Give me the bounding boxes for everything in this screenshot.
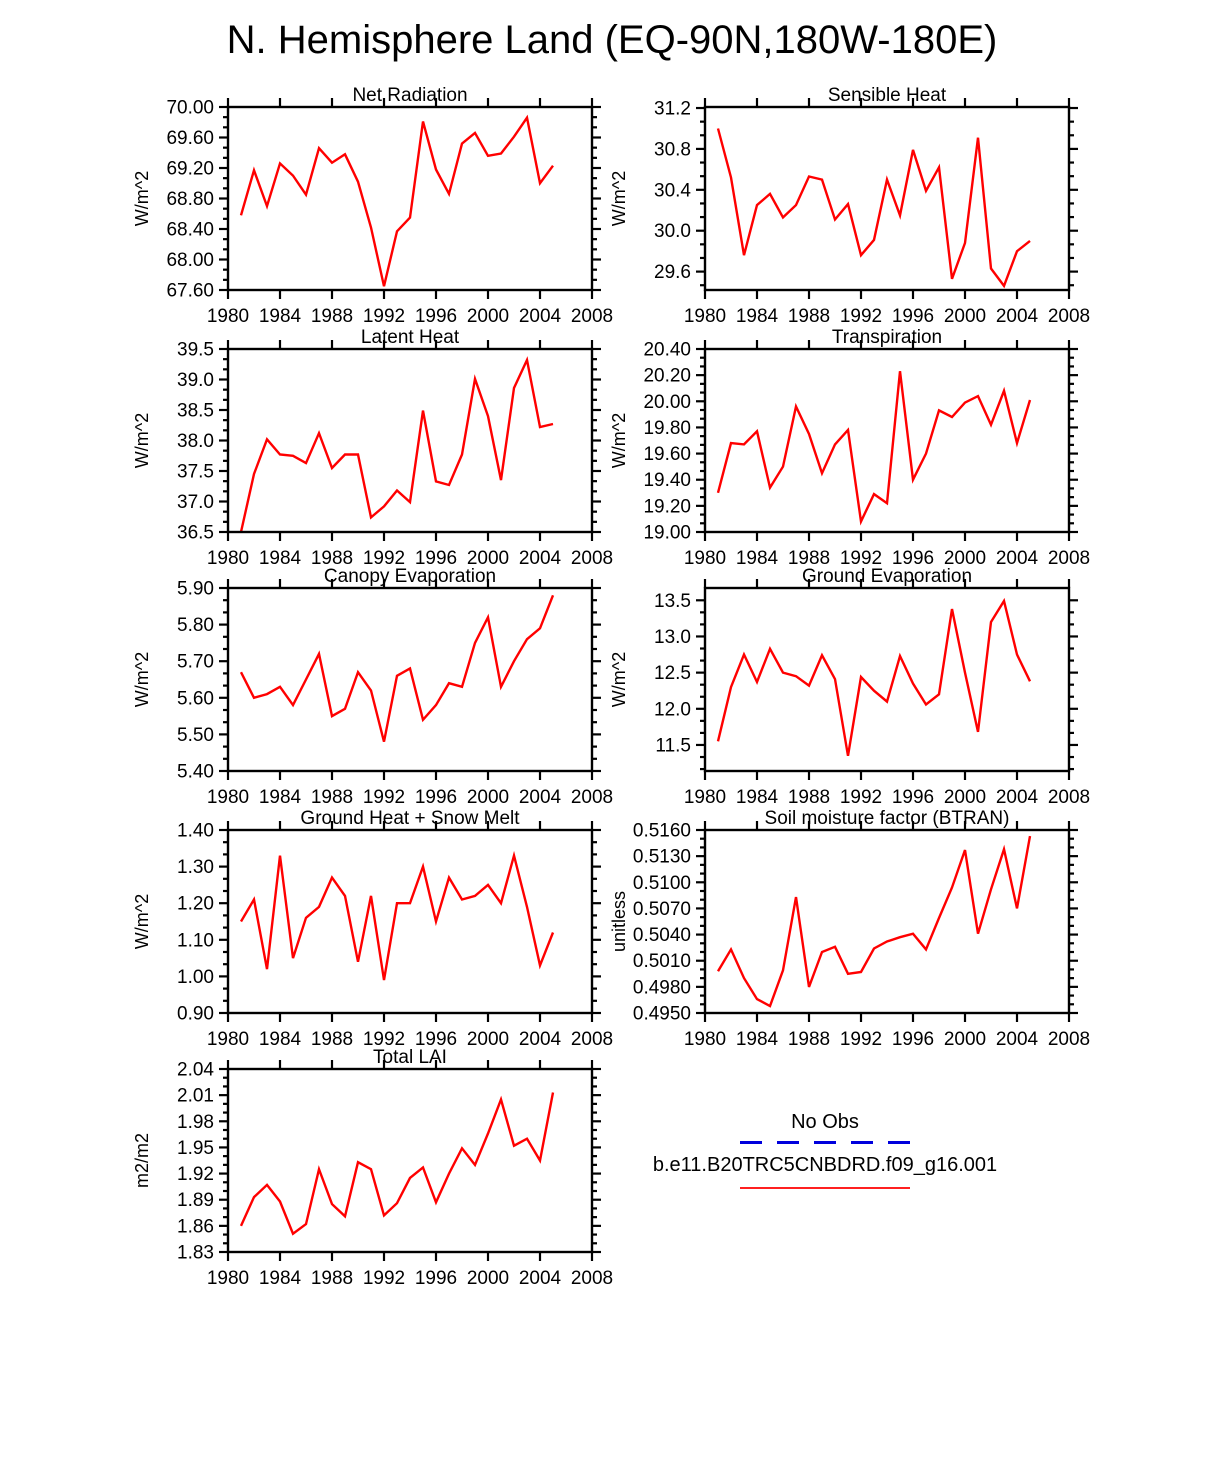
x-tick-label: 1988 — [787, 1029, 831, 1050]
x-tick-label: 1984 — [258, 1268, 302, 1289]
y-tick-label: 5.50 — [177, 724, 214, 746]
chart-ground-evaporation — [610, 566, 1110, 818]
chart-title: Total LAI — [373, 1047, 447, 1068]
legend-entry-no-obs — [610, 1110, 1040, 1144]
chart-latent-heat — [133, 327, 633, 579]
x-tick-label: 1984 — [258, 306, 302, 327]
y-tick-label: 1.98 — [177, 1111, 214, 1133]
x-tick-label: 1988 — [310, 787, 354, 808]
y-tick-label: 0.5160 — [632, 820, 691, 842]
panel-canopy-evaporation — [133, 566, 633, 818]
x-tick-label: 1988 — [787, 787, 831, 808]
chart-frame — [228, 830, 592, 1013]
y-tick-label: 1.20 — [177, 893, 214, 915]
x-tick-label: 2008 — [1047, 1029, 1091, 1050]
y-tick-label: 0.4950 — [632, 1003, 691, 1025]
chart-title: Canopy Evaporation — [323, 566, 497, 587]
y-tick-label: 1.86 — [177, 1216, 214, 1238]
chart-frame — [228, 588, 592, 771]
chart-series-line — [718, 601, 1030, 756]
y-axis-label: W/m^2 — [133, 412, 152, 469]
panel-ground-evaporation — [610, 566, 1110, 818]
y-tick-label: 69.20 — [166, 158, 214, 180]
y-tick-label: 0.90 — [177, 1003, 214, 1025]
x-tick-label: 1996 — [891, 548, 935, 569]
legend-solid-line — [740, 1187, 910, 1189]
panel-latent-heat — [133, 327, 633, 579]
y-tick-label: 2.04 — [177, 1059, 214, 1081]
panel-total-lai — [133, 1047, 633, 1299]
y-axis-label: W/m^2 — [610, 412, 629, 469]
chart-frame — [705, 588, 1069, 771]
y-tick-label: 0.5130 — [632, 846, 691, 868]
chart-ground-heat-snow-melt — [133, 808, 633, 1060]
y-tick-label: 38.0 — [177, 431, 214, 452]
y-tick-label: 5.80 — [177, 615, 214, 637]
x-tick-label: 2000 — [466, 787, 510, 808]
y-tick-label: 39.0 — [177, 370, 214, 391]
chart-title: Soil moisture factor (BTRAN) — [764, 808, 1010, 829]
y-tick-label: 36.5 — [177, 522, 214, 544]
chart-canopy-evaporation — [133, 566, 633, 818]
x-tick-label: 1984 — [735, 306, 779, 327]
legend-dashed-line — [740, 1141, 910, 1144]
chart-total-lai — [133, 1047, 633, 1299]
y-tick-label: 70.00 — [166, 97, 214, 119]
chart-title: Ground Heat + Snow Melt — [300, 808, 520, 829]
y-tick-label: 1.00 — [177, 966, 214, 988]
y-tick-label: 2.01 — [177, 1085, 214, 1107]
y-tick-label: 1.40 — [177, 820, 214, 842]
y-tick-label: 13.0 — [654, 626, 691, 648]
y-tick-label: 30.8 — [654, 139, 691, 161]
legend-label-case: b.e11.B20TRC5CNBDRD.f09_g16.001 — [652, 1154, 998, 1176]
y-tick-label: 19.40 — [643, 470, 691, 492]
x-tick-label: 2008 — [570, 1268, 614, 1289]
y-tick-label: 31.2 — [654, 98, 691, 120]
x-tick-label: 2004 — [995, 548, 1039, 569]
panel-soil-moisture-btran — [610, 808, 1110, 1060]
x-tick-label: 1980 — [683, 548, 727, 569]
chart-series-line — [718, 836, 1030, 1006]
y-tick-label: 5.60 — [177, 688, 214, 710]
x-tick-label: 1984 — [258, 787, 302, 808]
x-tick-label: 1992 — [362, 548, 406, 569]
y-tick-label: 1.10 — [177, 930, 214, 952]
x-tick-label: 1984 — [735, 1029, 779, 1050]
x-tick-label: 1992 — [839, 548, 883, 569]
chart-net-radiation — [133, 85, 633, 337]
chart-series-line — [718, 129, 1030, 286]
x-tick-label: 1988 — [310, 306, 354, 327]
x-tick-label: 2000 — [943, 1029, 987, 1050]
y-tick-label: 68.80 — [166, 189, 214, 210]
x-tick-label: 2004 — [518, 1029, 562, 1050]
x-tick-label: 1988 — [787, 306, 831, 327]
y-tick-label: 29.6 — [654, 262, 691, 284]
x-tick-label: 1996 — [414, 1029, 458, 1050]
y-axis-label: W/m^2 — [610, 170, 629, 227]
x-tick-label: 2008 — [1047, 548, 1091, 569]
x-tick-label: 1992 — [839, 787, 883, 808]
x-tick-label: 2000 — [943, 787, 987, 808]
y-tick-label: 13.5 — [654, 590, 691, 612]
y-axis-label: W/m^2 — [133, 170, 152, 227]
chart-frame — [228, 349, 592, 532]
x-tick-label: 1984 — [258, 1029, 302, 1050]
x-tick-label: 2000 — [943, 548, 987, 569]
x-tick-label: 2000 — [466, 548, 510, 569]
x-tick-label: 2004 — [995, 306, 1039, 327]
y-axis-label: W/m^2 — [133, 893, 152, 950]
x-tick-label: 1980 — [206, 787, 250, 808]
x-tick-label: 1996 — [891, 787, 935, 808]
panel-net-radiation — [133, 85, 633, 337]
y-tick-label: 19.60 — [643, 444, 691, 466]
chart-frame — [705, 830, 1069, 1013]
x-tick-label: 1980 — [206, 1268, 250, 1289]
x-tick-label: 2004 — [518, 1268, 562, 1289]
y-tick-label: 39.5 — [177, 339, 214, 361]
y-tick-label: 19.00 — [643, 522, 691, 544]
chart-series-line — [718, 371, 1030, 521]
x-tick-label: 1984 — [735, 787, 779, 808]
y-tick-label: 30.4 — [654, 180, 691, 202]
x-tick-label: 1996 — [414, 787, 458, 808]
x-tick-label: 2008 — [1047, 787, 1091, 808]
chart-frame — [705, 107, 1069, 290]
main-title: N. Hemisphere Land (EQ-90N,180W-180E) — [226, 18, 998, 62]
x-tick-label: 1988 — [310, 1268, 354, 1289]
x-tick-label: 1996 — [414, 306, 458, 327]
y-tick-label: 68.00 — [166, 250, 214, 271]
x-tick-label: 2000 — [466, 306, 510, 327]
x-tick-label: 2004 — [995, 1029, 1039, 1050]
chart-title: Latent Heat — [360, 327, 460, 348]
y-tick-label: 0.5070 — [632, 898, 691, 920]
chart-title: Sensible Heat — [827, 85, 947, 106]
chart-transpiration — [610, 327, 1110, 579]
x-tick-label: 1980 — [206, 1029, 250, 1050]
y-tick-label: 1.89 — [177, 1190, 214, 1212]
x-tick-label: 2008 — [570, 548, 614, 569]
y-tick-label: 1.30 — [177, 857, 214, 879]
x-tick-label: 2004 — [518, 548, 562, 569]
x-tick-label: 1980 — [206, 548, 250, 569]
x-tick-label: 2004 — [518, 306, 562, 327]
panel-transpiration — [610, 327, 1110, 579]
y-tick-label: 0.5010 — [632, 951, 691, 973]
y-tick-label: 19.20 — [643, 496, 691, 518]
x-tick-label: 1992 — [839, 306, 883, 327]
y-tick-label: 20.40 — [643, 339, 691, 361]
y-axis-label: unitless — [610, 890, 629, 953]
x-tick-label: 2000 — [466, 1268, 510, 1289]
x-tick-label: 1980 — [683, 787, 727, 808]
y-tick-label: 20.00 — [643, 391, 691, 413]
x-tick-label: 1984 — [258, 548, 302, 569]
chart-series-line — [241, 1093, 553, 1234]
x-tick-label: 1980 — [683, 306, 727, 327]
chart-series-line — [241, 118, 553, 287]
x-tick-label: 2000 — [466, 1029, 510, 1050]
y-tick-label: 1.92 — [177, 1164, 214, 1186]
y-tick-label: 5.40 — [177, 761, 214, 783]
y-axis-label: W/m^2 — [610, 651, 629, 708]
x-tick-label: 1988 — [310, 1029, 354, 1050]
chart-frame — [228, 107, 592, 290]
y-tick-label: 68.40 — [166, 219, 214, 241]
chart-series-line — [241, 856, 553, 981]
y-tick-label: 37.5 — [177, 461, 214, 483]
y-tick-label: 0.5100 — [632, 872, 691, 894]
y-axis-label: W/m^2 — [133, 651, 152, 708]
y-tick-label: 38.5 — [177, 400, 214, 422]
x-tick-label: 1996 — [414, 548, 458, 569]
x-tick-label: 1992 — [839, 1029, 883, 1050]
x-tick-label: 2008 — [570, 1029, 614, 1050]
x-tick-label: 1992 — [362, 1268, 406, 1289]
x-tick-label: 1984 — [735, 548, 779, 569]
legend-entry-case — [610, 1153, 1040, 1189]
chart-series-line — [241, 360, 553, 532]
x-tick-label: 1988 — [310, 548, 354, 569]
x-tick-label: 1992 — [362, 787, 406, 808]
x-tick-label: 1996 — [414, 1268, 458, 1289]
x-tick-label: 1992 — [362, 306, 406, 327]
x-tick-label: 1996 — [891, 306, 935, 327]
y-tick-label: 5.90 — [177, 578, 214, 600]
y-tick-label: 11.5 — [655, 735, 691, 757]
x-tick-label: 2008 — [570, 306, 614, 327]
y-tick-label: 1.83 — [177, 1242, 214, 1264]
chart-title: Transpiration — [831, 327, 943, 348]
y-tick-label: 1.95 — [177, 1137, 214, 1159]
panel-sensible-heat — [610, 85, 1110, 337]
chart-sensible-heat — [610, 85, 1110, 337]
x-tick-label: 1980 — [683, 1029, 727, 1050]
x-tick-label: 1988 — [787, 548, 831, 569]
y-tick-label: 67.60 — [166, 280, 214, 302]
chart-title: Net Radiation — [352, 85, 468, 106]
x-tick-label: 1992 — [362, 1029, 406, 1050]
y-tick-label: 19.80 — [643, 417, 691, 439]
legend — [610, 1110, 1050, 1189]
y-tick-label: 30.0 — [654, 221, 691, 243]
x-tick-label: 2004 — [995, 787, 1039, 808]
x-tick-label: 2008 — [1047, 306, 1091, 327]
y-tick-label: 69.60 — [166, 128, 214, 149]
y-tick-label: 20.20 — [643, 365, 691, 387]
x-tick-label: 1996 — [891, 1029, 935, 1050]
chart-title: Ground Evaporation — [801, 566, 973, 587]
y-tick-label: 0.5040 — [632, 925, 691, 947]
chart-soil-moisture-btran — [610, 808, 1110, 1060]
y-tick-label: 37.0 — [177, 492, 214, 513]
chart-frame — [228, 1069, 592, 1252]
x-tick-label: 2000 — [943, 306, 987, 327]
chart-series-line — [241, 595, 553, 741]
y-tick-label: 12.5 — [654, 663, 691, 685]
y-tick-label: 0.4980 — [632, 977, 691, 999]
y-tick-label: 12.0 — [654, 699, 691, 721]
y-tick-label: 5.70 — [177, 651, 214, 673]
x-tick-label: 2004 — [518, 787, 562, 808]
x-tick-label: 1980 — [206, 306, 250, 327]
y-axis-label: m2/m2 — [133, 1132, 152, 1189]
panel-ground-heat-snow-melt — [133, 808, 633, 1060]
x-tick-label: 2008 — [570, 787, 614, 808]
legend-label-no-obs: No Obs — [791, 1111, 859, 1133]
